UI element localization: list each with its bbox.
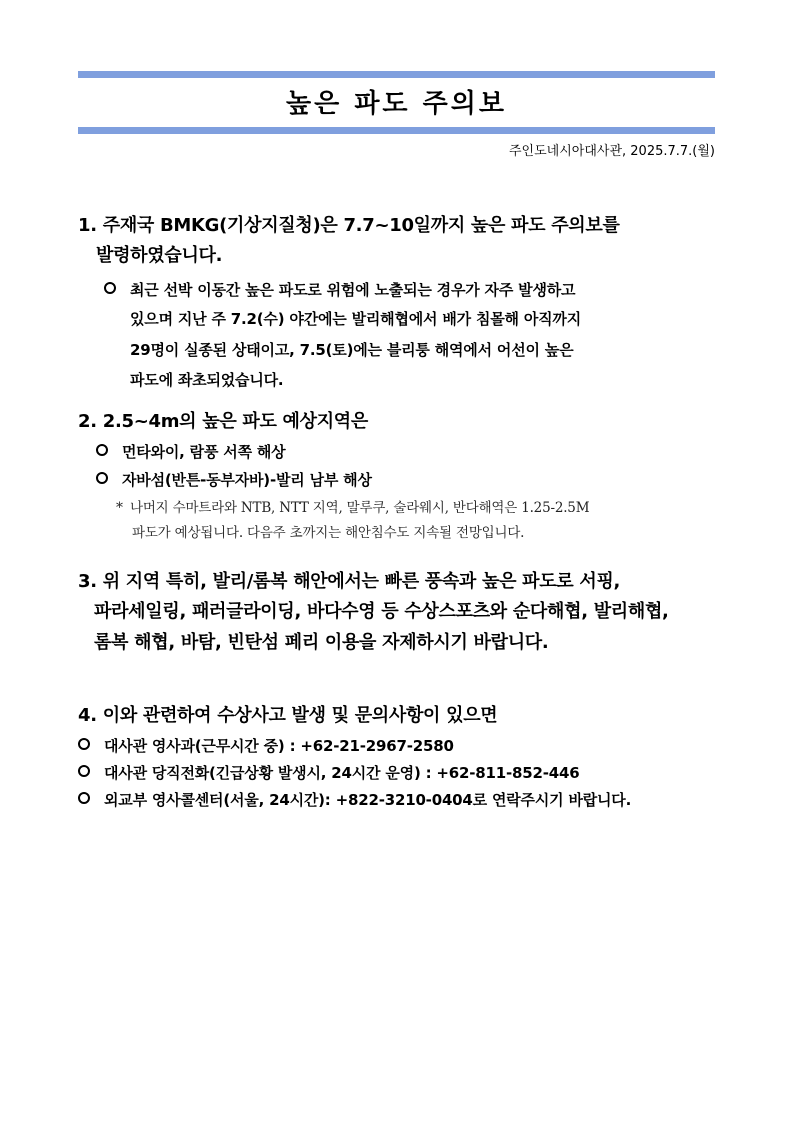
section-1-bullet-line-1 [104, 277, 575, 303]
section-3-heading-line-2: 파라세일링, 패러글라이딩, 바다수영 등 수상스포츠와 순다해협, 발리해협, [94, 601, 669, 622]
section-2-note-line-1 [116, 497, 589, 519]
section-1-heading-line-1: 1. 주재국 BMKG(기상지질청)은 7.7~10일까지 높은 파도 주의보를 [78, 215, 620, 236]
bullet-circle-icon [78, 792, 90, 804]
issuer-date: 주인도네시아대사관, 2025.7.7.(월) [508, 144, 715, 159]
section-1-bullet-line-2: 있으며 지난 주 7.2(수) 야간에는 발리해협에서 배가 침몰해 아직까지 [130, 310, 582, 328]
section-1-bullet-line-3: 29명이 실종된 상태이고, 7.5(토)에는 블리퉁 해역에서 어선이 높은 [130, 341, 574, 359]
bullet-text: 대사관 영사과(근무시간 중) : +62-21-2967-2580 [104, 737, 454, 755]
section-2-bullet-1 [96, 439, 285, 465]
header-rule-bottom [78, 127, 715, 134]
asterisk-marker: * [116, 500, 123, 516]
bullet-text: 자바섬(반튼-동부자바)-발리 남부 해상 [122, 471, 372, 489]
section-1-bullet-line-4: 파도에 좌초되었습니다. [130, 371, 284, 389]
section-4-heading: 4. 이와 관련하여 수상사고 발생 및 문의사항이 있으면 [78, 705, 498, 726]
bullet-text: 최근 선박 이동간 높은 파도로 위험에 노출되는 경우가 자주 발생하고 [130, 281, 576, 299]
header-rule-top [78, 71, 715, 78]
section-2-note-line-2: 파도가 예상됩니다. 다음주 초까지는 해안침수도 지속될 전망입니다. [132, 525, 525, 541]
bullet-text: 외교부 영사콜센터(서울, 24시간): +822-3210-0404로 연락주시기 바랍니다. [104, 791, 632, 809]
bullet-text: 대사관 당직전화(긴급상황 발생시, 24시간 운영) : +62-811-852-446 [104, 764, 580, 782]
section-1-heading-line-2: 발령하였습니다. [96, 245, 223, 266]
bullet-circle-icon [104, 282, 116, 294]
bullet-text: 먼타와이, 람풍 서쪽 해상 [122, 443, 286, 461]
section-4-bullet-3 [78, 787, 631, 813]
document-title: 높은 파도 주의보 [286, 89, 507, 119]
section-4-bullet-2 [78, 760, 580, 786]
note-text: 나머지 수마트라와 NTB, NTT 지역, 말루쿠, 술라웨시, 반다해역은 1.25-2.5M [130, 500, 590, 516]
section-2-bullet-2 [96, 467, 372, 493]
section-2-heading: 2. 2.5~4m의 높은 파도 예상지역은 [78, 411, 368, 432]
section-4-bullet-1 [78, 733, 454, 759]
bullet-circle-icon [78, 738, 90, 750]
section-3-heading-line-1: 3. 위 지역 특히, 발리/롬복 해안에서는 빠른 풍속과 높은 파도로 서핑, [78, 571, 621, 592]
bullet-circle-icon [96, 444, 108, 456]
section-3-heading-line-3: 롬복 해협, 바탐, 빈탄섬 페리 이용을 자제하시기 바랍니다. [94, 632, 549, 653]
bullet-circle-icon [78, 765, 90, 777]
bullet-circle-icon [96, 472, 108, 484]
